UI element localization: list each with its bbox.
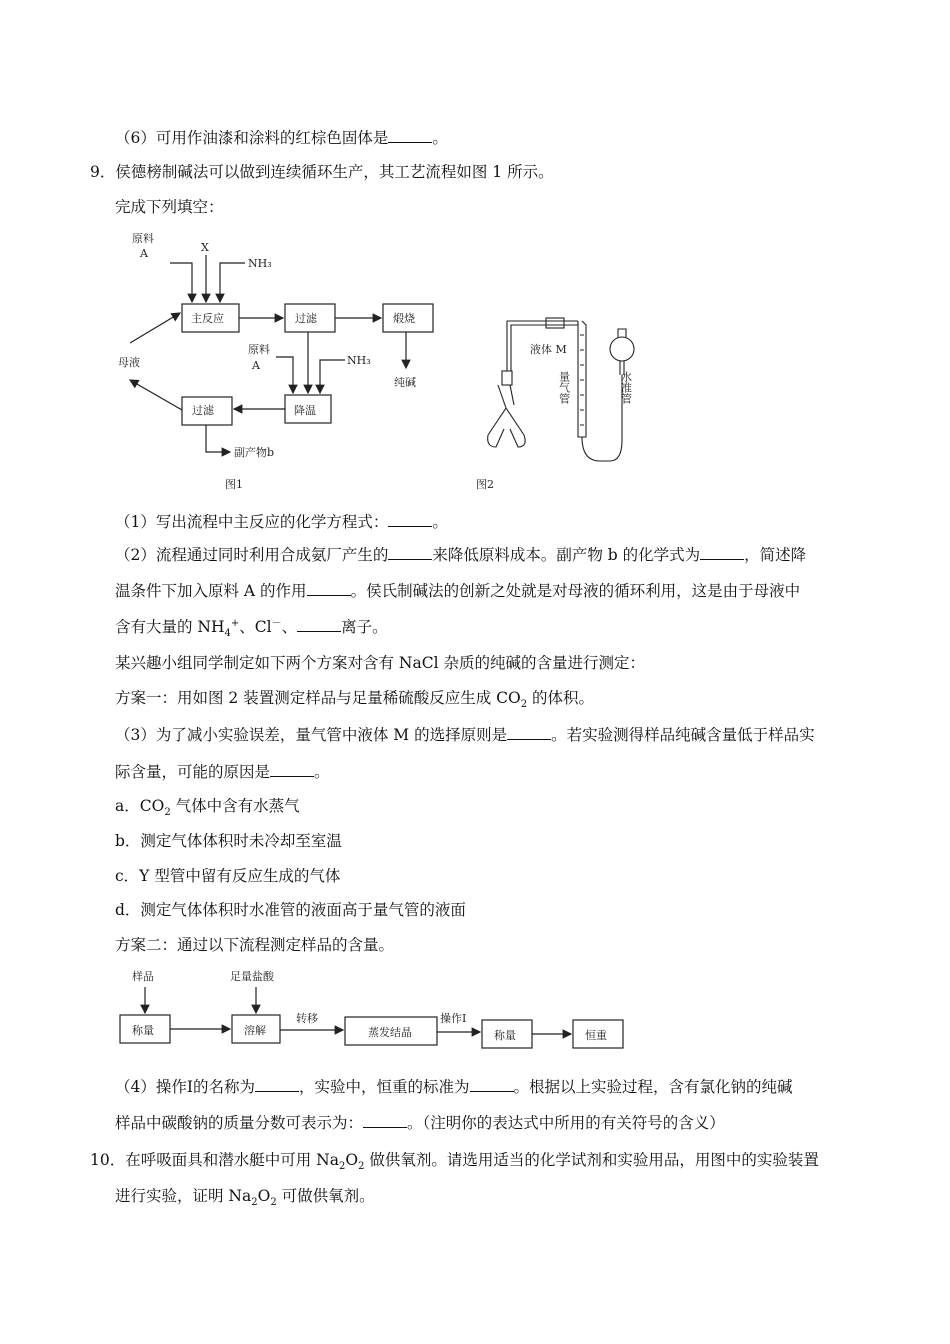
raw-a2-label: 原料 [248, 343, 270, 356]
level-tube-label: 水准管 [619, 371, 633, 404]
option-d[interactable]: d．测定气体体积时水准管的液面高于量气管的液面 [115, 901, 466, 919]
op1-label: 操作Ⅰ [440, 1012, 467, 1025]
nh3-label: NH₃ [248, 257, 272, 270]
weigh2-label: 称量 [494, 1029, 516, 1042]
evap-label: 蒸发结晶 [368, 1026, 412, 1039]
q9-part3-line1: （3）为了减小实验误差，量气管中液体 M 的选择原则是 。若实验测得样品纯碱含量低于样品实 [115, 726, 815, 744]
figure-3-flow [110, 962, 640, 1057]
q9-part1: （1）写出流程中主反应的化学方程式： 。 [115, 513, 448, 531]
plan1: 方案一：用如图 2 装置测定样品与足量稀硫酸反应生成 $CO_2$ 的体积。 [115, 689, 595, 711]
q9-part3-line2: 际含量，可能的原因是 。 [115, 763, 330, 781]
figure1-caption: 图1 [225, 478, 243, 491]
figure2-caption: 图2 [476, 478, 494, 491]
hcl-label: 足量盐酸 [230, 970, 274, 983]
calcine-label: 煅烧 [393, 312, 415, 325]
answer-blank[interactable] [270, 762, 314, 777]
answer-blank[interactable] [388, 512, 432, 527]
weigh1-label: 称量 [132, 1024, 154, 1037]
byproduct-label: 副产物b [234, 446, 275, 459]
const-weight-label: 恒重 [585, 1029, 607, 1042]
liquid-m-label: 液体 M [530, 343, 567, 356]
q10-line2: 进行实验，证明 $Na_2O_2$ 可做供氧剂。 [115, 1187, 375, 1209]
cool-label: 降温 [294, 404, 316, 417]
gas-tube-label: 量气管 [557, 371, 571, 404]
option-a[interactable]: a．$CO_2$ 气体中含有水蒸气 [115, 797, 300, 819]
answer-blank[interactable] [255, 1077, 299, 1092]
answer-blank[interactable] [700, 545, 744, 560]
figure-1-2 [100, 225, 660, 500]
dissolve-label: 溶解 [244, 1024, 266, 1037]
q9-title: 9．侯德榜制碱法可以做到连续循环生产，其工艺流程如图 1 所示。 [90, 163, 554, 181]
raw-a-label-2: A [140, 247, 148, 260]
answer-blank[interactable] [388, 545, 432, 560]
filter2-label: 过滤 [192, 404, 214, 417]
q8-part6: （6）可用作油漆和涂料的红棕色固体是 。 [115, 129, 448, 147]
q9-part2-line3: 含有大量的 $NH_4^+$、Cl－、 离子。 [115, 617, 388, 640]
q9-part2-line2: 温条件下加入原料 A 的作用 。侯氏制碱法的创新之处就是对母液的循环利用，这是由于母液中 [115, 582, 801, 600]
transfer-label: 转移 [296, 1012, 318, 1025]
option-b[interactable]: b．测定气体体积时未冷却至室温 [115, 832, 342, 850]
option-c[interactable]: c．Y 型管中留有反应生成的气体 [115, 867, 341, 885]
raw-a2-label-2: A [252, 359, 260, 372]
filter1-label: 过滤 [295, 312, 317, 325]
main-reaction-label: 主反应 [191, 312, 224, 325]
answer-blank[interactable] [507, 725, 551, 740]
raw-a-label: 原料 [132, 232, 154, 245]
plan-intro: 某兴趣小组同学制定如下两个方案对含有 NaCl 杂质的纯碱的含量进行测定： [115, 654, 645, 672]
answer-blank[interactable] [388, 128, 432, 143]
q10-line1: 10．在呼吸面具和潜水艇中可用 $Na_2O_2$ 做供氧剂。请选用适当的化学试剂和实验用品，用图中的实验装置 [90, 1151, 819, 1173]
sample-label: 样品 [132, 970, 154, 983]
q9-part2-line1: （2）流程通过同时利用合成氨厂产生的 来降低原料成本。副产物 b 的化学式为 ，简述降 [115, 546, 807, 564]
soda-label: 纯碱 [394, 376, 416, 389]
q9-part4-line1: （4）操作Ⅰ的名称为 ，实验中，恒重的标准为 。根据以上实验过程，含有氯化钠的纯碱 [115, 1078, 793, 1096]
mother-liquor-label: 母液 [118, 356, 140, 369]
q9-part4-line2: 样品中碳酸钠的质量分数可表示为： 。（注明你的表达式中所用的有关符号的含义） [115, 1114, 725, 1132]
answer-blank[interactable] [297, 617, 341, 632]
answer-blank[interactable] [363, 1113, 407, 1128]
plan2: 方案二：通过以下流程测定样品的含量。 [115, 936, 395, 954]
nh3-2-label: NH₃ [347, 354, 371, 367]
x-label: X [201, 241, 209, 254]
q9-intro: 完成下列填空： [115, 198, 224, 216]
answer-blank[interactable] [307, 581, 351, 596]
answer-blank[interactable] [470, 1077, 514, 1092]
